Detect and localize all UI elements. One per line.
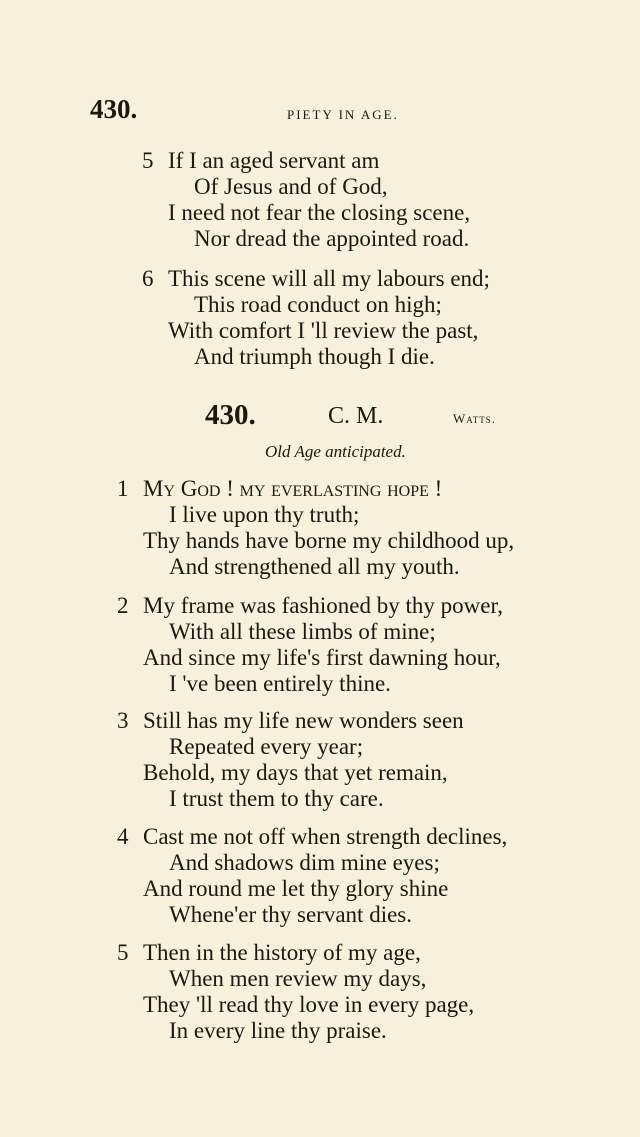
stanza-line: Thy hands have borne my childhood up, xyxy=(143,528,515,553)
stanza-line: 5 Then in the history of my age, xyxy=(117,940,421,965)
hymn-header xyxy=(205,401,535,430)
hymn-author: Watts. xyxy=(453,411,497,426)
stanza-line: Nor dread the appointed road. xyxy=(194,226,470,251)
hymn-meter: C. M. xyxy=(328,403,384,429)
stanza-number: 3 xyxy=(117,708,129,733)
stanza-line: 6 This scene will all my labours end; xyxy=(142,266,490,291)
stanza-number: 4 xyxy=(117,824,129,849)
page-number: 430. xyxy=(90,94,138,124)
stanza-line: I live upon thy truth; xyxy=(169,502,360,527)
stanza-line: And triumph though I die. xyxy=(194,344,435,369)
stanza-line: With comfort I 'll review the past, xyxy=(168,318,479,343)
stanza-number: 6 xyxy=(142,266,154,291)
hymn-number: 430. xyxy=(205,399,256,431)
stanza-line: Of Jesus and of God, xyxy=(194,174,388,199)
stanza-line: I trust them to thy care. xyxy=(169,786,384,811)
stanza-line: In every line thy praise. xyxy=(169,1018,387,1043)
prev-stanza-5 xyxy=(142,148,470,252)
stanza-line: They 'll read thy love in every page, xyxy=(143,992,475,1017)
stanza-line: 4 Cast me not off when strength declines, xyxy=(117,824,508,849)
hymn-stanza-4 xyxy=(117,824,507,928)
hymn-stanza-5 xyxy=(117,940,474,1044)
stanza-number: 5 xyxy=(142,148,154,173)
stanza-line: And strengthened all my youth. xyxy=(169,554,460,579)
running-head: PIETY IN AGE. xyxy=(287,107,399,122)
stanza-line: 2 My frame was fashioned by thy power, xyxy=(117,593,503,618)
hymn-stanza-3 xyxy=(117,708,464,812)
stanza-line: 3 Still has my life new wonders seen xyxy=(117,708,464,733)
stanza-line: I 've been entirely thine. xyxy=(169,671,391,696)
prev-stanza-6 xyxy=(142,266,490,370)
stanza-line: 1 My God ! my everlasting hope ! xyxy=(117,476,443,501)
stanza-line: This road conduct on high; xyxy=(194,292,442,317)
stanza-line: And round me let thy glory shine xyxy=(143,876,449,901)
hymn-stanza-2 xyxy=(117,593,503,697)
stanza-line: And since my life's first dawning hour, xyxy=(143,645,501,670)
stanza-number: 1 xyxy=(117,476,129,501)
stanza-line: I need not fear the closing scene, xyxy=(168,200,471,225)
hymn-title: Old Age anticipated. xyxy=(265,442,406,461)
stanza-line: When men review my days, xyxy=(169,966,427,991)
stanza-number: 5 xyxy=(117,940,129,965)
stanza-line: Repeated every year; xyxy=(169,734,364,759)
stanza-line: Whene'er thy servant dies. xyxy=(169,902,412,927)
stanza-line: Behold, my days that yet remain, xyxy=(143,760,448,785)
stanza-line: 5 If I an aged servant am xyxy=(142,148,380,173)
stanza-number: 2 xyxy=(117,593,129,618)
stanza-line: And shadows dim mine eyes; xyxy=(169,850,440,875)
hymn-stanza-1 xyxy=(117,476,514,580)
stanza-line: With all these limbs of mine; xyxy=(169,619,436,644)
